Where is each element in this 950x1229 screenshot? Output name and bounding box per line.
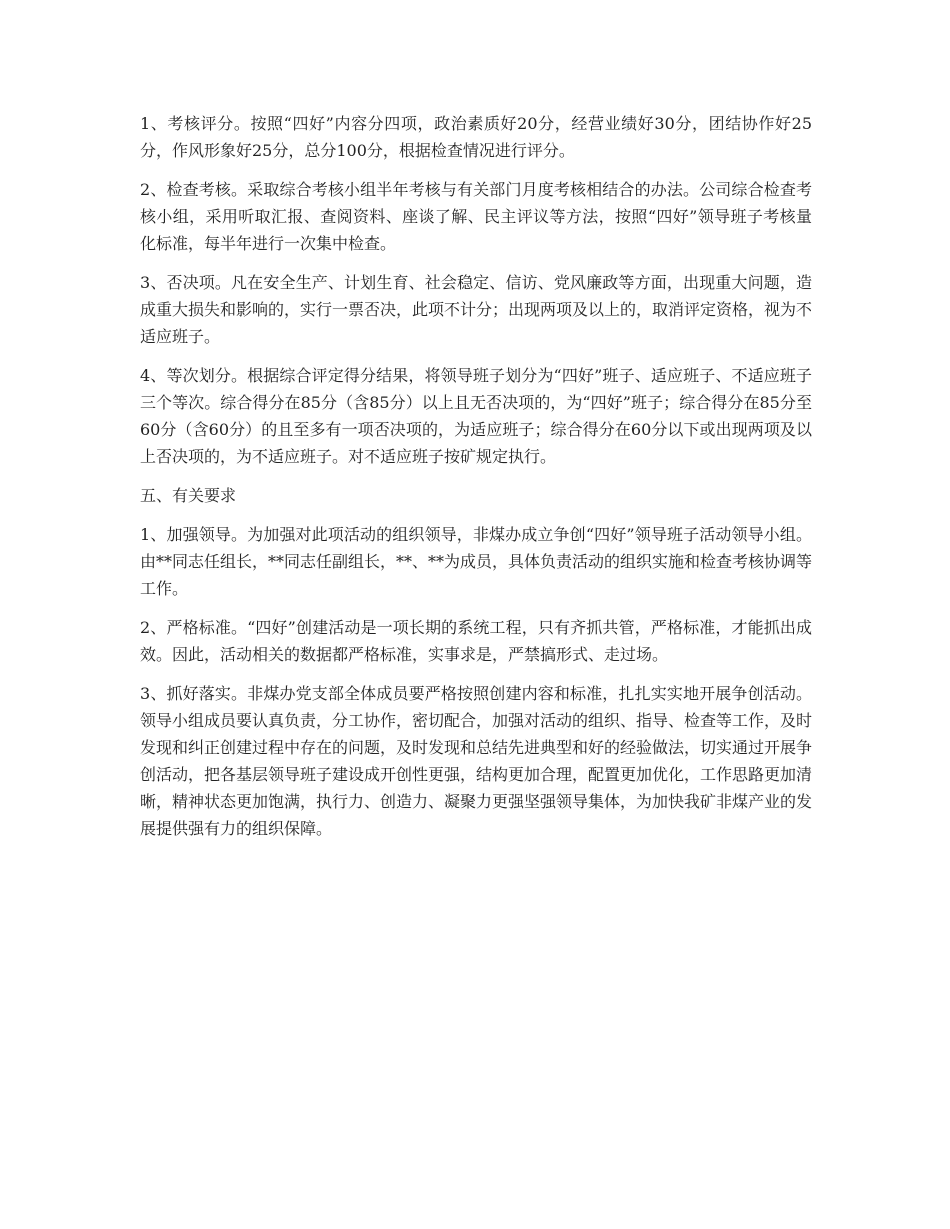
paragraph-veto-items: 3、否决项。凡在安全生产、计划生育、社会稳定、信访、党风廉政等方面，出现重大问题，造成重大损失和影响的，实行一票否决，此项不计分；出现两项及以上的，取消评定资格，视为不适应班子。	[140, 273, 813, 346]
paragraph-grade-division: 4、等次划分。根据综合评定得分结果，将领导班子划分为“四好”班子、适应班子、不适应班子三个等次。综合得分在85分（含85分）以上且无否决项的，为“四好”班子；综合得分在85分至60分（含60分）的且至多有一项否决项的，为适应班子；综合得分在60分以下或出现两项及以上否决项的，为不适应班子。对不适应班子按矿规定执行。	[140, 366, 812, 466]
paragraph-inspection-assessment: 2、检查考核。采取综合考核小组半年考核与有关部门月度考核相结合的办法。公司综合检查考核小组，采用听取汇报、查阅资料、座谈了解、民主评议等方法，按照“四好”领导班子考核量化标准，每半年进行一次集中检查。	[140, 180, 812, 253]
section-heading: 五、有关要求	[140, 486, 237, 505]
paragraph-implementation: 3、抓好落实。非煤办党支部全体成员要严格按照创建内容和标准，扎扎实实地开展争创活动。领导小组成员要认真负责，分工协作，密切配合，加强对活动的组织、指导、检查等工作，及时发现和纠正创建过程中存在的问题，及时发现和总结先进典型和好的经验做法，切实通过开展争创活动，把各基层领导班子建设成开创性更强，结构更加合理，配置更加优化，工作思路更加清晰，精神状态更加饱满，执行力、创造力、凝聚力更强坚强领导集体，为加快我矿非煤产业的发展提供强有力的组织保障。	[140, 684, 813, 838]
paragraph-strengthen-leadership: 1、加强领导。为加强对此项活动的组织领导，非煤办成立争创“四好”领导班子活动领导小组。由**同志任组长，**同志任副组长，**、**为成员，具体负责活动的组织实施和检查考核协调等工作。	[140, 525, 813, 598]
paragraph-assessment-scoring: 1、考核评分。按照“四好”内容分四项，政治素质好20分，经营业绩好30分，团结协作好25分，作风形象好25分，总分100分，根据检查情况进行评分。	[140, 114, 812, 160]
paragraph-strict-standards: 2、严格标准。“四好”创建活动是一项长期的系统工程，只有齐抓共管，严格标准，才能抓出成效。因此，活动相关的数据都严格标准，实事求是，严禁搞形式、走过场。	[140, 618, 812, 664]
document-body	[140, 110, 812, 854]
